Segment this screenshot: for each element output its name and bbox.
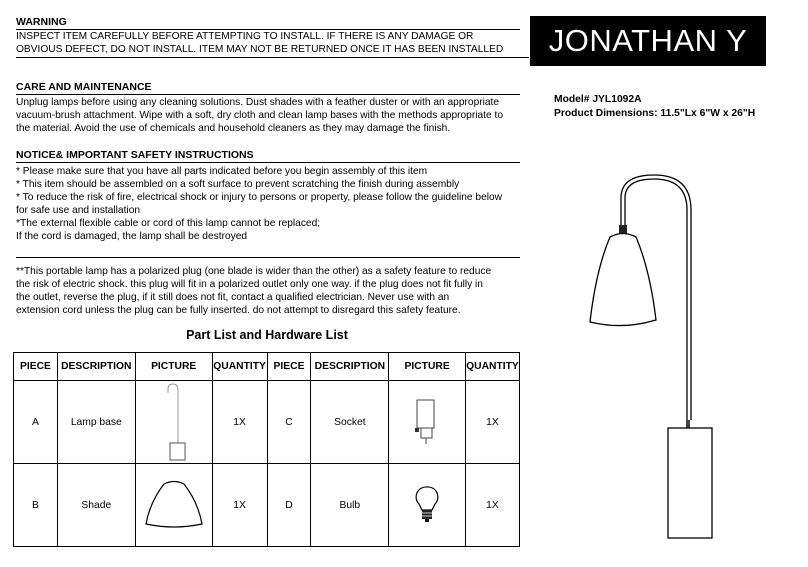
warning-line-1: INSPECT ITEM CAREFULLY BEFORE ATTEMPTING TO INSTALL. IF THERE IS ANY DAMAGE OR [16,31,474,42]
header-description-2: DESCRIPTION [311,353,389,381]
piece-cell: C [267,381,311,464]
safety-line-4: for safe use and installation [16,205,141,216]
header-piece: PIECE [14,353,58,381]
picture-cell [389,464,466,547]
care-line-1: Unplug lamps before using any cleaning solutions. Dust shades with a feather duster or with an appropriate [16,97,500,108]
warning-line-2: OBVIOUS DEFECT, DO NOT INSTALL. ITEM MAY NOT BE RETURNED ONCE IT HAS BEEN INSTALLED [16,44,504,55]
quantity-cell: 1X [465,381,519,464]
piece-cell: D [267,464,311,547]
header-piece-2: PIECE [267,353,311,381]
safety-line-2: * This item should be assembled on a soft surface to prevent scratching the finish during assembly [16,179,460,190]
safety-line-5: *The external flexible cable or cord of this lamp cannot be replaced; [16,218,321,229]
shade-icon [142,480,206,530]
piece-cell: B [14,464,58,547]
quantity-cell: 1X [212,381,267,464]
socket-icon [412,398,442,446]
plug-line-2: the risk of electric shock. this plug will fit in a polarized outlet only one way. if the plug does not fit fully in [16,279,483,290]
plug-text [16,265,532,317]
lamp-illustration [580,170,760,542]
parts-title: Part List and Hardware List [186,328,348,342]
header-quantity: QUANTITY [212,353,267,381]
description-cell: Shade [57,464,135,547]
description-cell: Lamp base [57,381,135,464]
bulb-icon [414,485,440,525]
header-quantity-2: QUANTITY [465,353,519,381]
picture-cell [389,381,466,464]
safety-line-6: If the cord is damaged, the lamp shall be destroyed [16,231,248,242]
picture-cell [135,381,212,464]
table-row [14,381,520,464]
plug-line-4: extension cord unless the plug can be fully inserted. do not attempt to disregard this safety feature. [16,305,461,316]
safety-line-1: * Please make sure that you have all parts indicated before you begin assembly of this item [16,166,428,177]
care-title: CARE AND MAINTENANCE [16,81,520,95]
brand-logo: JONATHAN Y [530,16,766,66]
description-cell: Bulb [311,464,389,547]
model-number: Model# JYL1092A [554,94,642,105]
header-picture: PICTURE [135,353,212,381]
care-line-3: the material. Avoid the use of chemicals and household cleaners as they may damage the finish. [16,123,451,134]
warning-underline [16,57,529,58]
description-cell: Socket [311,381,389,464]
header-picture-2: PICTURE [389,353,466,381]
plug-line-1: **This portable lamp has a polarized plug (one blade is wider than the other) as a safety feature to reduce [16,266,492,277]
warning-title: WARNING [16,16,520,30]
care-text [16,96,532,135]
product-dimensions: Product Dimensions: 11.5"Lx 6"W x 26"H [554,108,756,119]
safety-title: NOTICE& IMPORTANT SAFETY INSTRUCTIONS [16,149,520,163]
warning-text [16,30,532,56]
header-description: DESCRIPTION [57,353,135,381]
plug-line-3: the outlet, reverse the plug, if it still does not fit, contact a qualified electrician. Never use with an [16,292,450,303]
care-line-2: vacuum-brush attachment. Wipe with a soft, dry cloth and clean lamp bases with the methods appropriate to [16,110,503,121]
lamp-base-icon [154,383,194,461]
quantity-cell: 1X [212,464,267,547]
table-row [14,464,520,547]
safety-text [16,165,532,243]
table-header-row [14,353,520,381]
safety-line-3: * To reduce the risk of fire, electrical shock or injury to persons or property, please follow the guideline below [16,192,503,203]
parts-table [13,352,520,547]
plug-divider [16,257,520,258]
piece-cell: A [14,381,58,464]
picture-cell [135,464,212,547]
quantity-cell: 1X [465,464,519,547]
